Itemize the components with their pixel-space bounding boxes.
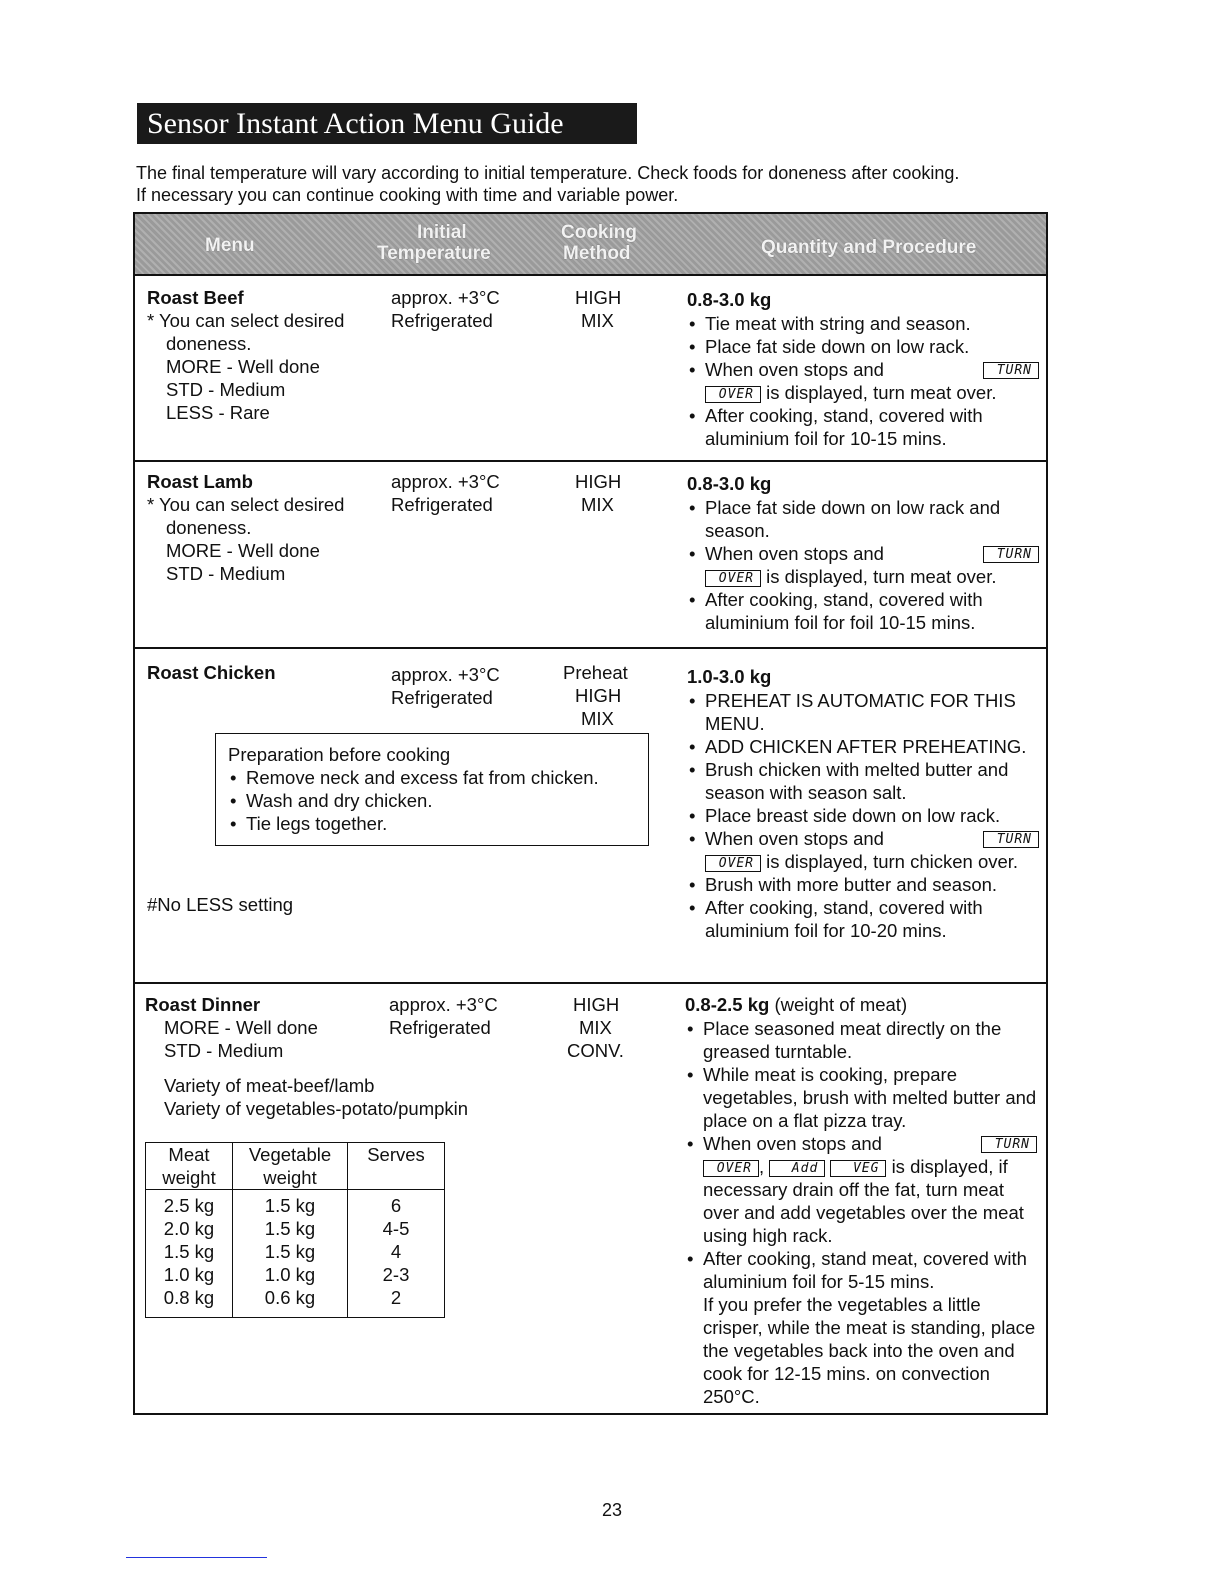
col-header-text: weight: [162, 1167, 216, 1188]
initial-temp: Refrigerated: [391, 310, 493, 331]
step-text: When oven stops and: [705, 828, 884, 849]
lcd-over-display: OVER: [705, 855, 761, 872]
initial-temp: Refrigerated: [391, 494, 493, 515]
section-roast-lamb: [135, 462, 1046, 647]
procedure-step: • After cooking, stand, covered with aluminium foil for foil 10-15 mins.: [687, 588, 1039, 634]
cooking-method: HIGH: [575, 287, 622, 308]
lcd-turn-display: TURN: [981, 1136, 1037, 1153]
table-row: [146, 1217, 445, 1240]
section-roast-chicken: [135, 649, 1046, 981]
cooking-method: MIX: [579, 1017, 612, 1038]
table-cell: 1.0 kg: [233, 1263, 348, 1286]
step-text: is displayed, turn meat over.: [766, 382, 997, 403]
col-header-serves: Serves: [348, 1143, 445, 1190]
menu-note: STD - Medium: [166, 563, 286, 584]
preparation-list: [228, 766, 636, 835]
table-cell: 2-3: [348, 1263, 445, 1286]
footer-rule: [126, 1557, 267, 1558]
procedure-step: [687, 542, 1039, 588]
table-cell: 2: [348, 1286, 445, 1318]
procedure-step: [687, 358, 1039, 404]
procedure-list: [687, 312, 1039, 450]
table-row: [146, 1240, 445, 1263]
col-header-text: Meat: [168, 1144, 210, 1165]
table-cell: 1.0 kg: [146, 1263, 233, 1286]
page-number: 23: [601, 1500, 623, 1520]
procedure-step: • Brush with more butter and season.: [687, 873, 1039, 896]
intro-text: [136, 162, 1066, 206]
cooking-method: MIX: [581, 494, 614, 515]
table-row: [146, 1190, 445, 1218]
menu-name: Roast Chicken: [147, 662, 276, 683]
cooking-method: Preheat: [563, 662, 628, 683]
initial-temp: approx. +3°C: [391, 664, 500, 685]
variety-note: Variety of meat-beef/lamb: [164, 1075, 375, 1096]
menu-note: MORE - Well done: [166, 540, 320, 561]
header-quantity: Quantity and Procedure: [761, 237, 977, 258]
procedure-step: [685, 1247, 1037, 1408]
lcd-turn-display: TURN: [983, 362, 1039, 379]
cooking-method: CONV.: [567, 1040, 624, 1061]
preparation-step: • Tie legs together.: [228, 812, 636, 835]
preparation-step: • Wash and dry chicken.: [228, 789, 636, 812]
procedure-step: • After cooking, stand, covered with aluminium foil for 10-15 mins.: [687, 404, 1039, 450]
menu-note: STD - Medium: [164, 1040, 284, 1061]
procedure-step: • Tie meat with string and season.: [687, 312, 1039, 335]
step-text: is displayed, if necessary drain off the fat, turn meat over and add vegetables over the meat using high rack.: [703, 1156, 1024, 1246]
col-header-text: weight: [263, 1167, 317, 1188]
col-header-text: Vegetable: [248, 1144, 332, 1165]
quantity-value: 0.8-2.5 kg: [685, 994, 770, 1015]
menu-note: * You can select desired: [147, 494, 345, 515]
procedure-step: • Place breast side down on low rack.: [687, 804, 1039, 827]
step-text: When oven stops and: [703, 1133, 882, 1154]
lcd-veg-display: VEG: [830, 1160, 886, 1177]
col-header-vegetable: [233, 1143, 348, 1190]
header-cooking-line1: Cooking: [561, 222, 637, 243]
intro-line-2: If necessary you can continue cooking with time and variable power.: [136, 185, 679, 205]
initial-temp: Refrigerated: [391, 687, 493, 708]
procedure-step: [687, 827, 1039, 873]
procedure-list: [687, 496, 1039, 634]
lcd-add-display: Add: [769, 1160, 825, 1177]
quantity: 1.0-3.0 kg: [687, 666, 772, 687]
table-cell: 1.5 kg: [233, 1217, 348, 1240]
preparation-step: • Remove neck and excess fat from chicken.: [228, 766, 636, 789]
section-roast-beef: [135, 276, 1046, 461]
menu-note: MORE - Well done: [166, 356, 320, 377]
col-header-meat: [146, 1143, 233, 1190]
initial-temp: approx. +3°C: [391, 287, 500, 308]
procedure-step: • After cooking, stand, covered with aluminium foil for 10-20 mins.: [687, 896, 1039, 942]
table-cell: 1.5 kg: [233, 1240, 348, 1263]
menu-name: Roast Lamb: [147, 471, 253, 492]
step-text: is displayed, turn chicken over.: [766, 851, 1019, 872]
header-initial-line1: Initial: [417, 222, 467, 243]
variety-note: Variety of vegetables-potato/pumpkin: [164, 1098, 469, 1119]
procedure-step: • Place seasoned meat directly on the greased turntable.: [685, 1017, 1037, 1063]
lcd-over-display: OVER: [703, 1160, 759, 1177]
procedure-step: • Place fat side down on low rack and season.: [687, 496, 1039, 542]
menu-note: * You can select desired: [147, 310, 345, 331]
cooking-method: MIX: [581, 708, 614, 729]
serving-table: [145, 1142, 445, 1318]
table-cell: 6: [348, 1190, 445, 1218]
step-text: If you prefer the vegetables a little crisper, while the meat is standing, place the vegetables back into the oven and cook for 12-15 mins. on convection 250°C.: [703, 1294, 1036, 1407]
preparation-box: [215, 733, 649, 846]
initial-temp: Refrigerated: [389, 1017, 491, 1038]
step-text: is displayed, turn meat over.: [766, 566, 997, 587]
lcd-over-display: OVER: [705, 570, 761, 587]
lcd-turn-display: TURN: [983, 831, 1039, 848]
table-cell: 2.5 kg: [146, 1190, 233, 1218]
menu-note: doneness.: [166, 333, 252, 354]
page-title: Sensor Instant Action Menu Guide: [137, 103, 637, 144]
step-text: When oven stops and: [705, 543, 884, 564]
lcd-over-display: OVER: [705, 386, 761, 403]
procedure-list: [687, 689, 1039, 942]
preparation-title: Preparation before cooking: [228, 744, 451, 765]
initial-temp: approx. +3°C: [391, 471, 500, 492]
table-cell: 1.5 kg: [233, 1190, 348, 1218]
cooking-method: MIX: [581, 310, 614, 331]
procedure-step: • PREHEAT IS AUTOMATIC FOR THIS MENU.: [687, 689, 1039, 735]
table-cell: 2.0 kg: [146, 1217, 233, 1240]
quantity: 0.8-3.0 kg: [687, 289, 772, 310]
quantity-note: (weight of meat): [774, 994, 908, 1015]
quantity: 0.8-3.0 kg: [687, 473, 772, 494]
cooking-method: HIGH: [573, 994, 620, 1015]
cooking-method: HIGH: [575, 685, 622, 706]
header-initial-line2: Temperature: [377, 243, 491, 264]
step-text: • After cooking, stand meat, covered with aluminium foil for 5-15 mins.: [703, 1248, 1027, 1292]
table-row: [146, 1263, 445, 1286]
header-cooking-line2: Method: [563, 243, 631, 264]
procedure-step: • Place fat side down on low rack.: [687, 335, 1039, 358]
menu-name: Roast Beef: [147, 287, 244, 308]
procedure-step: • ADD CHICKEN AFTER PREHEATING.: [687, 735, 1039, 758]
menu-name: Roast Dinner: [145, 994, 261, 1015]
table-cell: 4-5: [348, 1217, 445, 1240]
header-menu: Menu: [205, 235, 255, 256]
quantity: [685, 993, 907, 1016]
step-text: When oven stops and: [705, 359, 884, 380]
table-cell: 1.5 kg: [146, 1240, 233, 1263]
initial-temp: approx. +3°C: [389, 994, 498, 1015]
table-header: [135, 214, 1046, 276]
menu-note: STD - Medium: [166, 379, 286, 400]
intro-line-1: The final temperature will vary according to initial temperature. Check foods for doneness after cooking.: [136, 163, 960, 183]
procedure-step: • When oven stops and TURN OVER , Add VEG is displayed, if necessary drain off the fat, turn meat over and add vegetables over the meat using high rack.: [685, 1132, 1037, 1247]
table-cell: 0.8 kg: [146, 1286, 233, 1318]
menu-guide-table: [133, 212, 1048, 1415]
no-less-note: #No LESS setting: [147, 894, 294, 915]
procedure-step: • While meat is cooking, prepare vegetables, brush with melted butter and place on a flat pizza tray.: [685, 1063, 1037, 1132]
table-row: [146, 1286, 445, 1318]
menu-note: LESS - Rare: [166, 402, 270, 423]
cooking-method: HIGH: [575, 471, 622, 492]
table-cell: 0.6 kg: [233, 1286, 348, 1318]
lcd-turn-display: TURN: [983, 546, 1039, 563]
procedure-step: • Brush chicken with melted butter and season with season salt.: [687, 758, 1039, 804]
section-roast-dinner: [135, 984, 1046, 1414]
menu-note: doneness.: [166, 517, 252, 538]
procedure-list: [685, 1017, 1037, 1408]
table-cell: 4: [348, 1240, 445, 1263]
menu-note: MORE - Well done: [164, 1017, 318, 1038]
